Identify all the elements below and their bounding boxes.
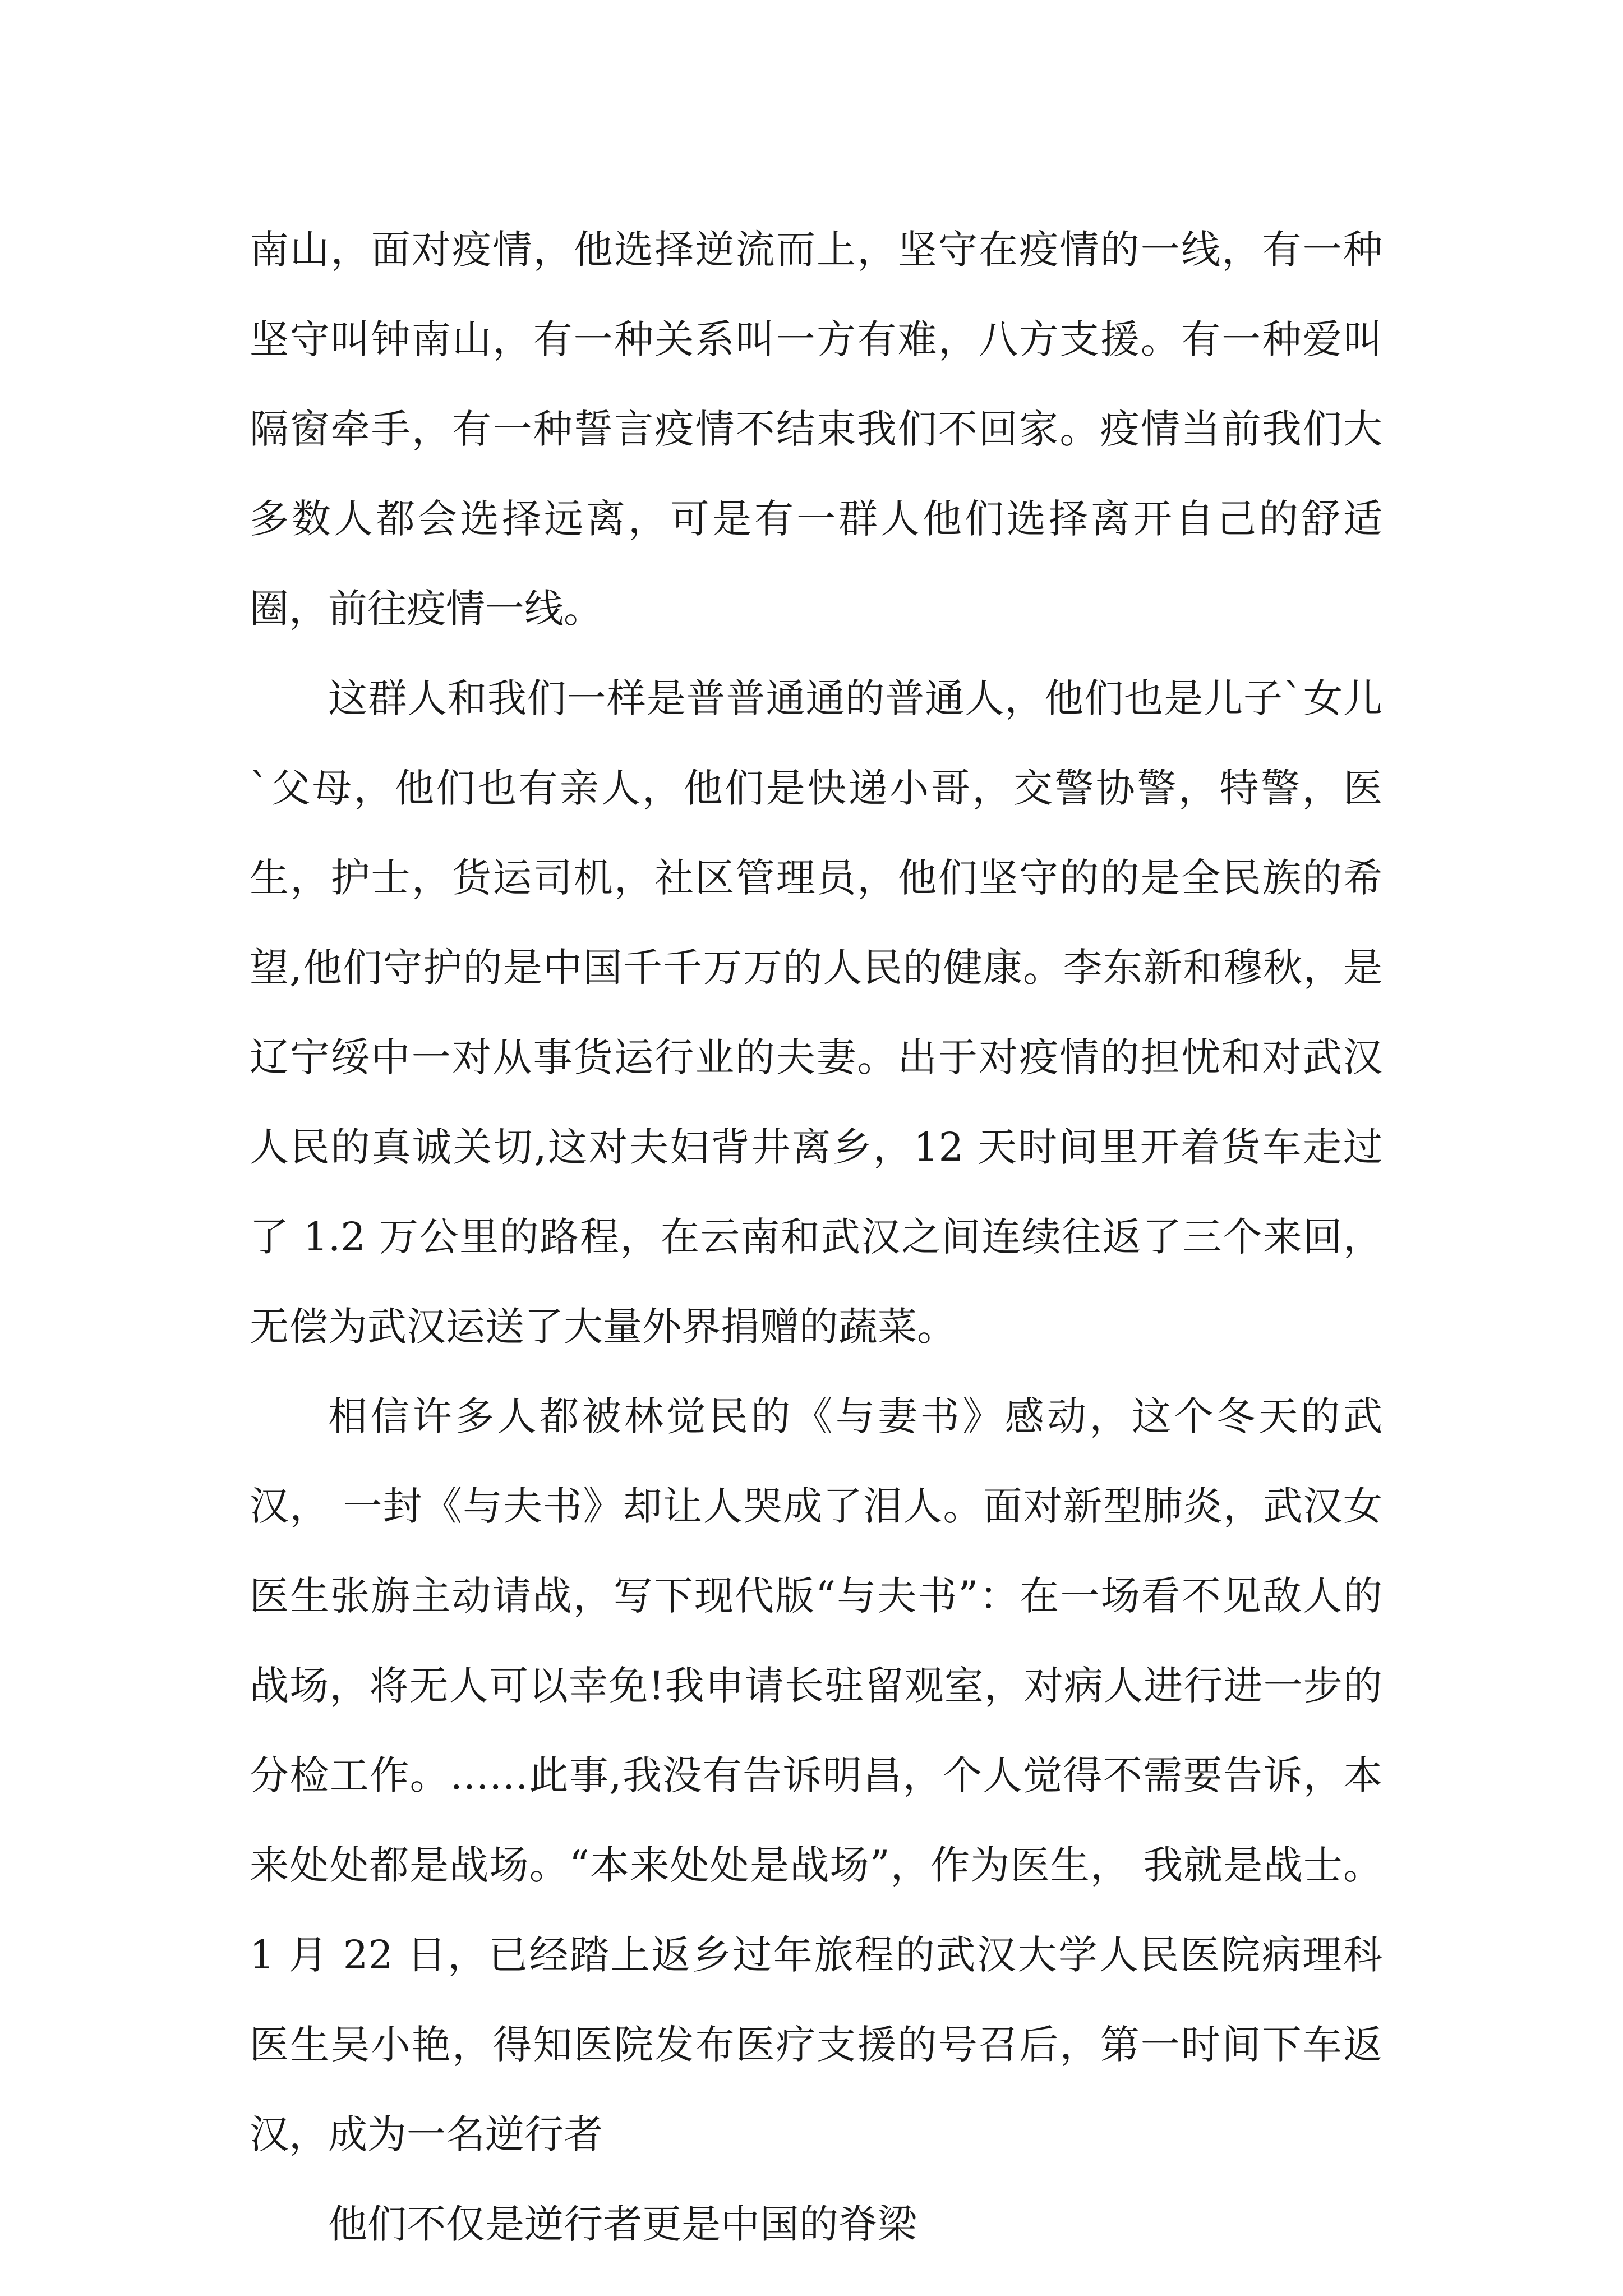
paragraph-3: 相信许多人都被林觉民的《与妻书》感动，这个冬天的武汉， 一封《与夫书》却让人哭成了泪人。面对新型肺炎，武汉女医生张旃主动请战，写下现代版“与夫书”：在一场看不见敌人的战场，将无人可以幸免!我申请长驻留观室，对病人进行进一步的分检工作。……此事,我没有告诉明昌，个人觉得不需要告诉，本来处处都是战场。“本来处处是战场”，作为医生， 我就是战士。1 月 22 日，已经踏上返乡过年旅程的武汉大学人民医院病理科医生吴小艳，得知医院发布医疗支援的号召后，第一时间下车返汉，成为一名逆行者 xyxy=(250,1393,1382,2157)
article-body xyxy=(250,205,1382,2269)
paragraph-1: 南山，面对疫情，他选择逆流而上，坚守在疫情的一线，有一种坚守叫钟南山，有一种关系叫一方有难，八方支援。有一种爱叫隔窗牵手，有一种誓言疫情不结束我们不回家。疫情当前我们大多数人都会选择远离，可是有一群人他们选择离开自己的舒适圈，前往疫情一线。 xyxy=(250,227,1382,632)
paragraph-2: 这群人和我们一样是普普通通的普通人，他们也是儿子`女儿`父母，他们也有亲人，他们是快递小哥，交警协警，特警，医生，护士，货运司机，社区管理员，他们坚守的的是全民族的希望,他们守护的是中国千千万万的人民的健康。李东新和穆秋，是辽宁绥中一对从事货运行业的夫妻。出于对疫情的担忧和对武汉人民的真诚关切,这对夫妇背井离乡，12 天时间里开着货车走过了 1.2 万公里的路程，在云南和武汉之间连续往返了三个来回，无偿为武汉运送了大量外界捐赠的蔬菜。 xyxy=(250,675,1382,1350)
paragraph-4: 他们不仅是逆行者更是中国的脊梁 xyxy=(328,2201,917,2247)
